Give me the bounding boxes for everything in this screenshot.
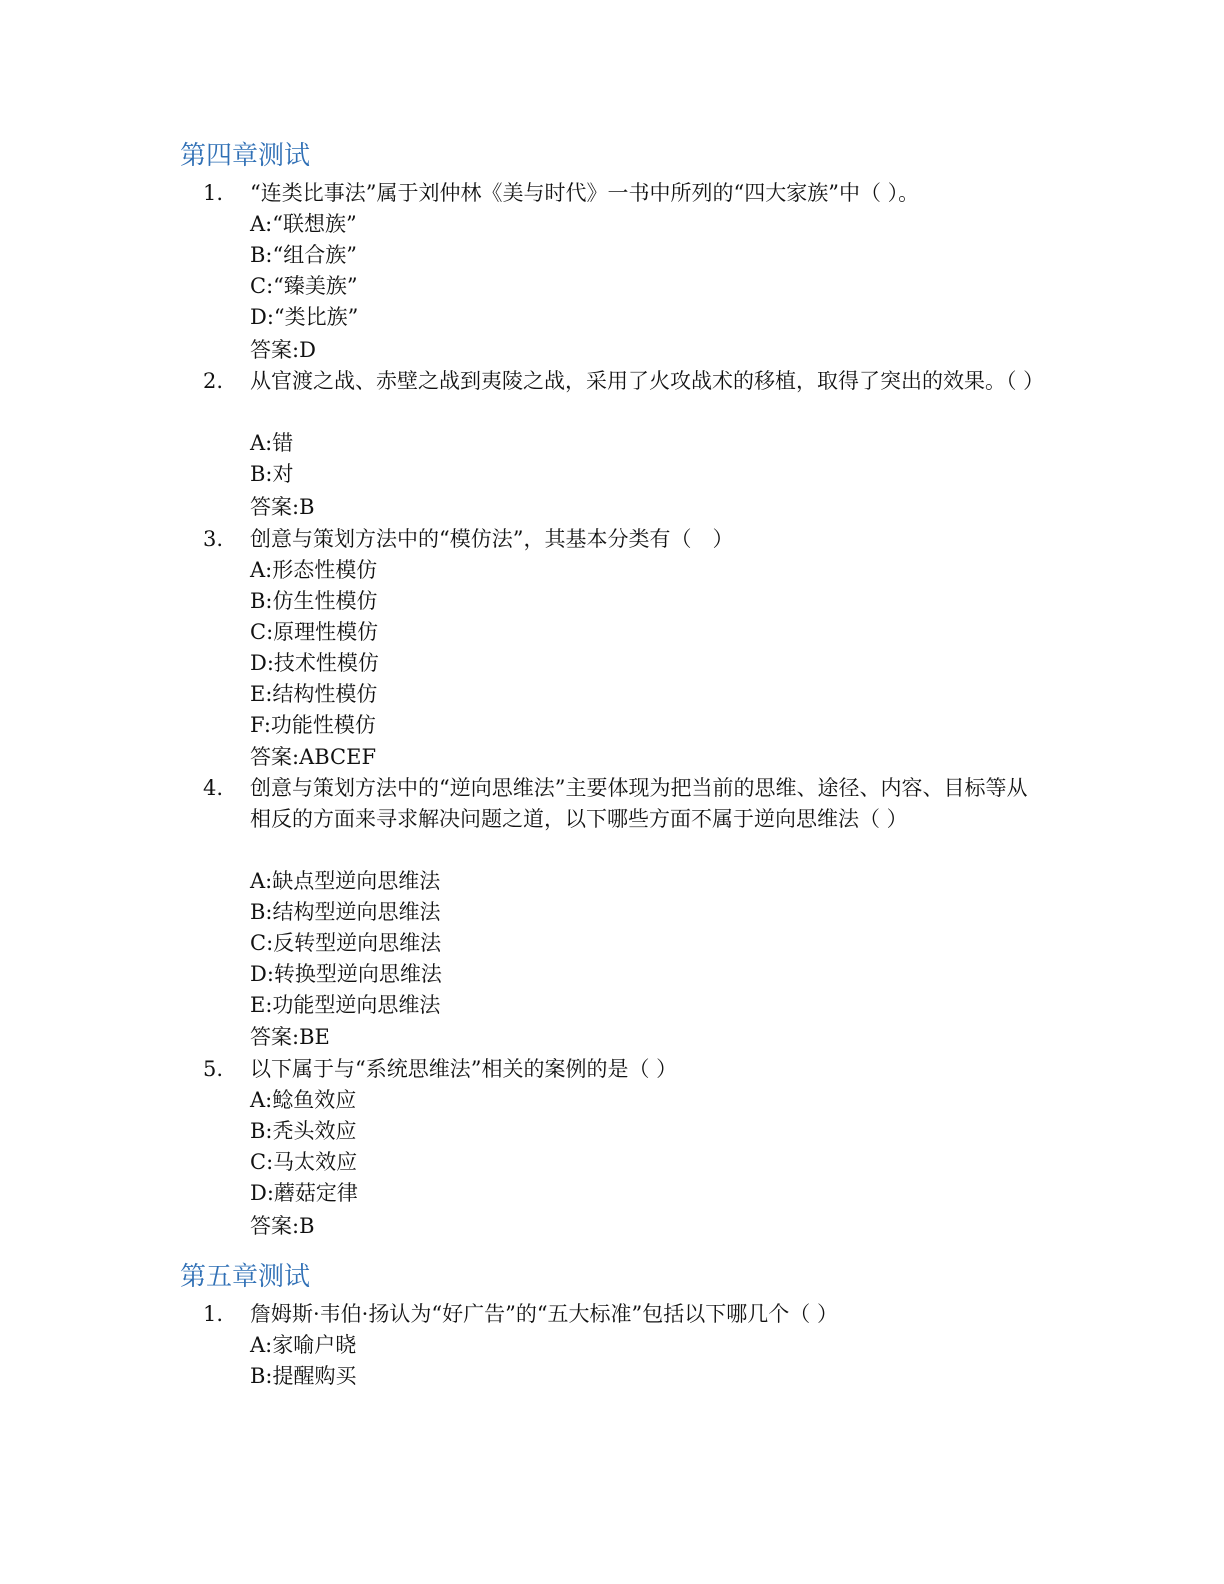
option-b: B:秃头效应 <box>250 1119 357 1143</box>
question-number: 2. <box>203 369 224 393</box>
option-f: F:功能性模仿 <box>250 713 376 737</box>
option-b: B:提醒购买 <box>250 1364 357 1388</box>
option-d: D:技术性模仿 <box>250 651 379 675</box>
option-b: B:结构型逆向思维法 <box>250 900 441 924</box>
question-text: “连类比事法”属于刘仲林《美与时代》一书中所列的“四大家族”中（ ）。 <box>250 181 920 205</box>
option-d: D:蘑菇定律 <box>250 1181 358 1205</box>
answer: 答案:B <box>250 1214 315 1238</box>
option-c: C:原理性模仿 <box>250 620 379 644</box>
option-a: A:家喻户晓 <box>250 1333 357 1357</box>
question-text: 创意与策划方法中的“逆向思维法”主要体现为把当前的思维、途径、内容、目标等从相反的方面来寻求解决问题之道，以下哪些方面不属于逆向思维法（ ） <box>250 776 1028 831</box>
answer: 答案:BE <box>250 1025 330 1049</box>
question-text: 以下属于与“系统思维法”相关的案例的是（ ） <box>250 1057 678 1081</box>
question-text: 詹姆斯·韦伯·扬认为“好广告”的“五大标准”包括以下哪几个（ ） <box>250 1302 838 1326</box>
option-c: C:反转型逆向思维法 <box>250 931 442 955</box>
answer: 答案:ABCEF <box>250 745 377 769</box>
option-b: B:对 <box>250 462 294 486</box>
answer: 答案:B <box>250 495 315 519</box>
answer: 答案:D <box>250 338 316 362</box>
question-text: 创意与策划方法中的“模仿法”，其基本分类有（ ） <box>250 527 734 551</box>
question-number: 5. <box>203 1057 224 1081</box>
question-number: 4. <box>203 776 224 800</box>
option-a: A:错 <box>250 431 294 455</box>
question-text: 从官渡之战、赤壁之战到夷陵之战，采用了火攻战术的移植，取得了突出的效果。（ ） <box>250 369 1045 393</box>
option-c: C:“臻美族” <box>250 274 358 298</box>
option-e: E:结构性模仿 <box>250 682 378 706</box>
question-number: 1. <box>203 1302 224 1326</box>
option-c: C:马太效应 <box>250 1150 358 1174</box>
option-d: D:转换型逆向思维法 <box>250 962 442 986</box>
option-d: D:“类比族” <box>250 305 359 329</box>
option-a: A:形态性模仿 <box>250 558 378 582</box>
option-a: A:鲶鱼效应 <box>250 1088 357 1112</box>
question-number: 1. <box>203 181 224 205</box>
option-a: A:缺点型逆向思维法 <box>250 869 441 893</box>
option-a: A:“联想族” <box>250 212 357 236</box>
chapter-title: 第四章测试 <box>180 141 311 171</box>
option-b: B:“组合族” <box>250 243 357 267</box>
option-e: E:功能型逆向思维法 <box>250 993 441 1017</box>
question-number: 3. <box>203 527 224 551</box>
option-b: B:仿生性模仿 <box>250 589 378 613</box>
chapter-title: 第五章测试 <box>180 1262 311 1292</box>
